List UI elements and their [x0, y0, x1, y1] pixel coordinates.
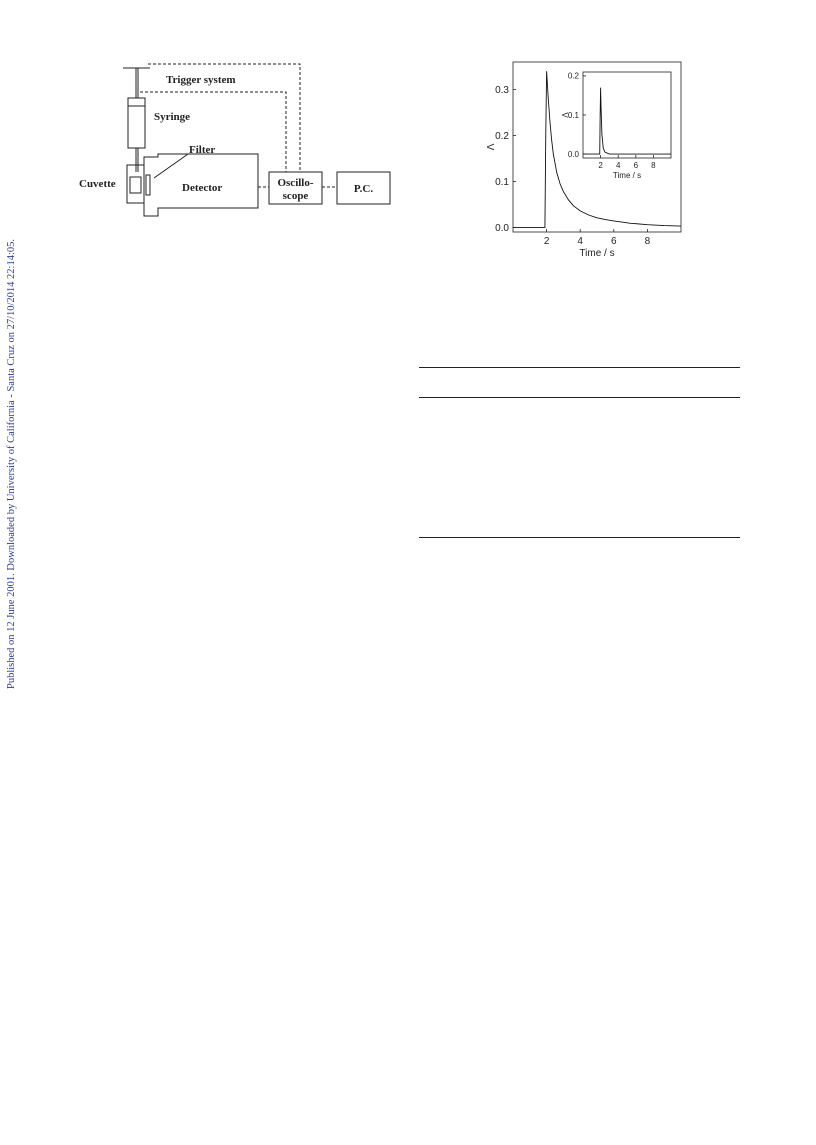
- main-ytick-label: 0.1: [495, 176, 509, 188]
- download-watermark-text: Published on 12 June 2001. Downloaded by University of California - Santa Cruz on 27/10/2014 22:14:05.: [6, 239, 17, 689]
- inset-xtick-label: 8: [651, 161, 656, 170]
- inset-xtick-label: 2: [598, 161, 603, 170]
- table-header-rule: [419, 397, 740, 398]
- main-ylabel: V: [484, 143, 495, 151]
- cuvette-label: Cuvette: [79, 178, 116, 190]
- main-xtick-label: 6: [611, 236, 617, 247]
- main-xtick-label: 2: [543, 236, 550, 247]
- filter-label: Filter: [189, 144, 216, 156]
- trigger-line-inner: [140, 92, 286, 172]
- filter-pointer: [154, 154, 188, 178]
- inset-ytick-label: 0.1: [567, 110, 579, 120]
- main-xtick-label: 4: [577, 236, 583, 247]
- inset-xtick-label: 6: [633, 161, 639, 170]
- oscilloscope-label-1: Oscillo-: [277, 177, 314, 189]
- inset-frame: [583, 72, 671, 158]
- main-xtick-label: 8: [644, 236, 651, 247]
- inset-xlabel: Time / s: [612, 171, 642, 180]
- main-ytick-label: 0.3: [495, 85, 509, 97]
- inset-ytick-label: 0.2: [567, 71, 579, 81]
- filter-plate: [146, 175, 150, 195]
- table-bottom-rule: [419, 537, 740, 538]
- detector-label: Detector: [182, 182, 223, 194]
- apparatus-diagram: [70, 50, 400, 270]
- signal-chart: [470, 50, 710, 275]
- oscilloscope-label-2: scope: [282, 190, 309, 202]
- trigger-system-label: Trigger system: [166, 74, 236, 86]
- inset-xtick-label: 4: [615, 161, 621, 170]
- main-ytick-label: 0.0: [495, 222, 509, 234]
- inset-ylabel: V: [560, 112, 570, 118]
- syringe-label: Syringe: [154, 111, 191, 123]
- table-top-rule: [419, 367, 740, 368]
- pc-label: P.C.: [353, 183, 374, 195]
- main-xlabel: Time / s: [579, 248, 615, 259]
- cuvette: [130, 177, 141, 193]
- inset-ytick-label: 0.0: [567, 149, 579, 159]
- main-ytick-label: 0.2: [495, 131, 509, 143]
